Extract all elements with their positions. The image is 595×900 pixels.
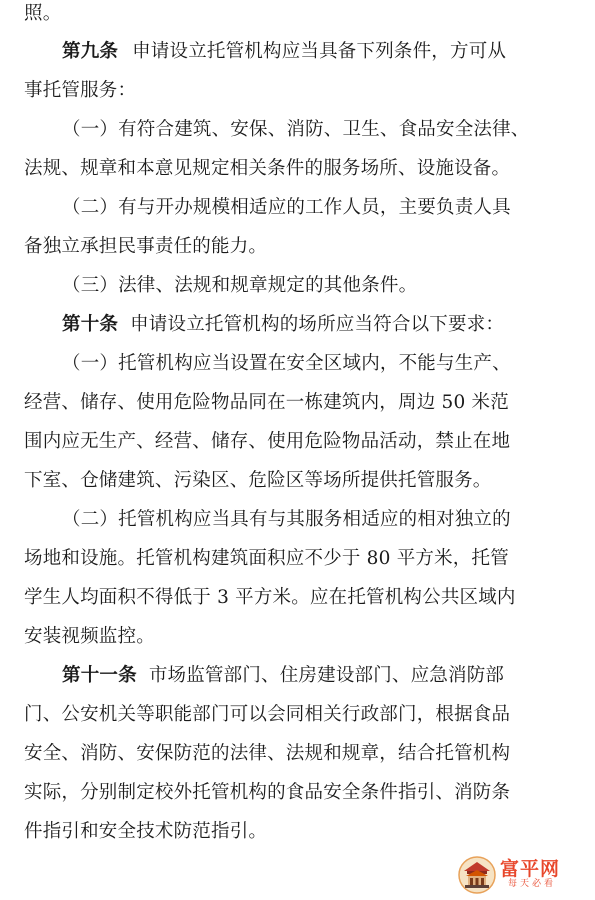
article-9-heading-line — [62, 40, 572, 64]
text-line: 实际，分别制定校外托管机构的食品安全条件指引、消防条 — [24, 782, 511, 803]
text-line: 经营、储存、使用危险物品同在一栋建筑内，周边 50 米范 — [24, 392, 509, 413]
text-line: 安全、消防、安保防范的法律、法规和规章，结合托管机构 — [24, 743, 511, 764]
text-line: （三）法律、法规和规章规定的其他条件。 — [62, 275, 418, 296]
site-watermark — [456, 854, 586, 894]
article-11-title: 第十一条 — [62, 665, 137, 686]
text-line: 件指引和安全技术防范指引。 — [24, 821, 268, 842]
text-line: （二）托管机构应当具有与其服务相适应的相对独立的 — [62, 509, 511, 530]
article-11-heading-line — [62, 664, 504, 688]
text-line: （一）有符合建筑、安保、消防、卫生、食品安全法律、 — [62, 119, 530, 140]
text-line: 围内应无生产、经营、储存、使用危险物品活动，禁止在地 — [24, 431, 511, 452]
text-line: 安装视频监控。 — [24, 626, 155, 647]
article-10-text: 申请设立托管机构的场所应当符合以下要求： — [130, 314, 505, 335]
text-line: 门、公安机关等职能部门可以会同相关行政部门，根据食品 — [24, 704, 511, 725]
text-line: 学生人均面积不得低于 3 平方米。应在托管机构公共区域内 — [24, 587, 516, 608]
watermark-name: 富平网 — [500, 858, 561, 880]
text-line: 场地和设施。托管机构建筑面积应不少于 80 平方米，托管 — [24, 548, 509, 569]
article-11-text: 市场监管部门、住房建设部门、应急消防部 — [148, 665, 505, 686]
text-line: 照。 — [24, 3, 62, 24]
text-line: 法规、规章和本意见规定相关条件的服务场所、设施设备。 — [24, 158, 511, 179]
text-line: 事托管服务： — [24, 80, 137, 101]
watermark-tagline: 每天必看 — [508, 879, 557, 889]
article-9-title: 第九条 — [62, 41, 119, 62]
text-line: 备独立承担民事责任的能力。 — [24, 236, 268, 257]
text-line: 下室、仓储建筑、污染区、危险区等场所提供托管服务。 — [24, 470, 492, 491]
article-9-text: 申请设立托管机构应当具备下列条件，方可从 — [132, 41, 507, 62]
article-10-title: 第十条 — [62, 314, 119, 335]
article-10-heading-line — [62, 313, 504, 337]
text-line: （一）托管机构应当设置在安全区域内，不能与生产、 — [62, 353, 511, 374]
text-line: （二）有与开办规模相适应的工作人员，主要负责人具 — [62, 197, 511, 218]
pavilion-logo-icon — [456, 854, 498, 894]
